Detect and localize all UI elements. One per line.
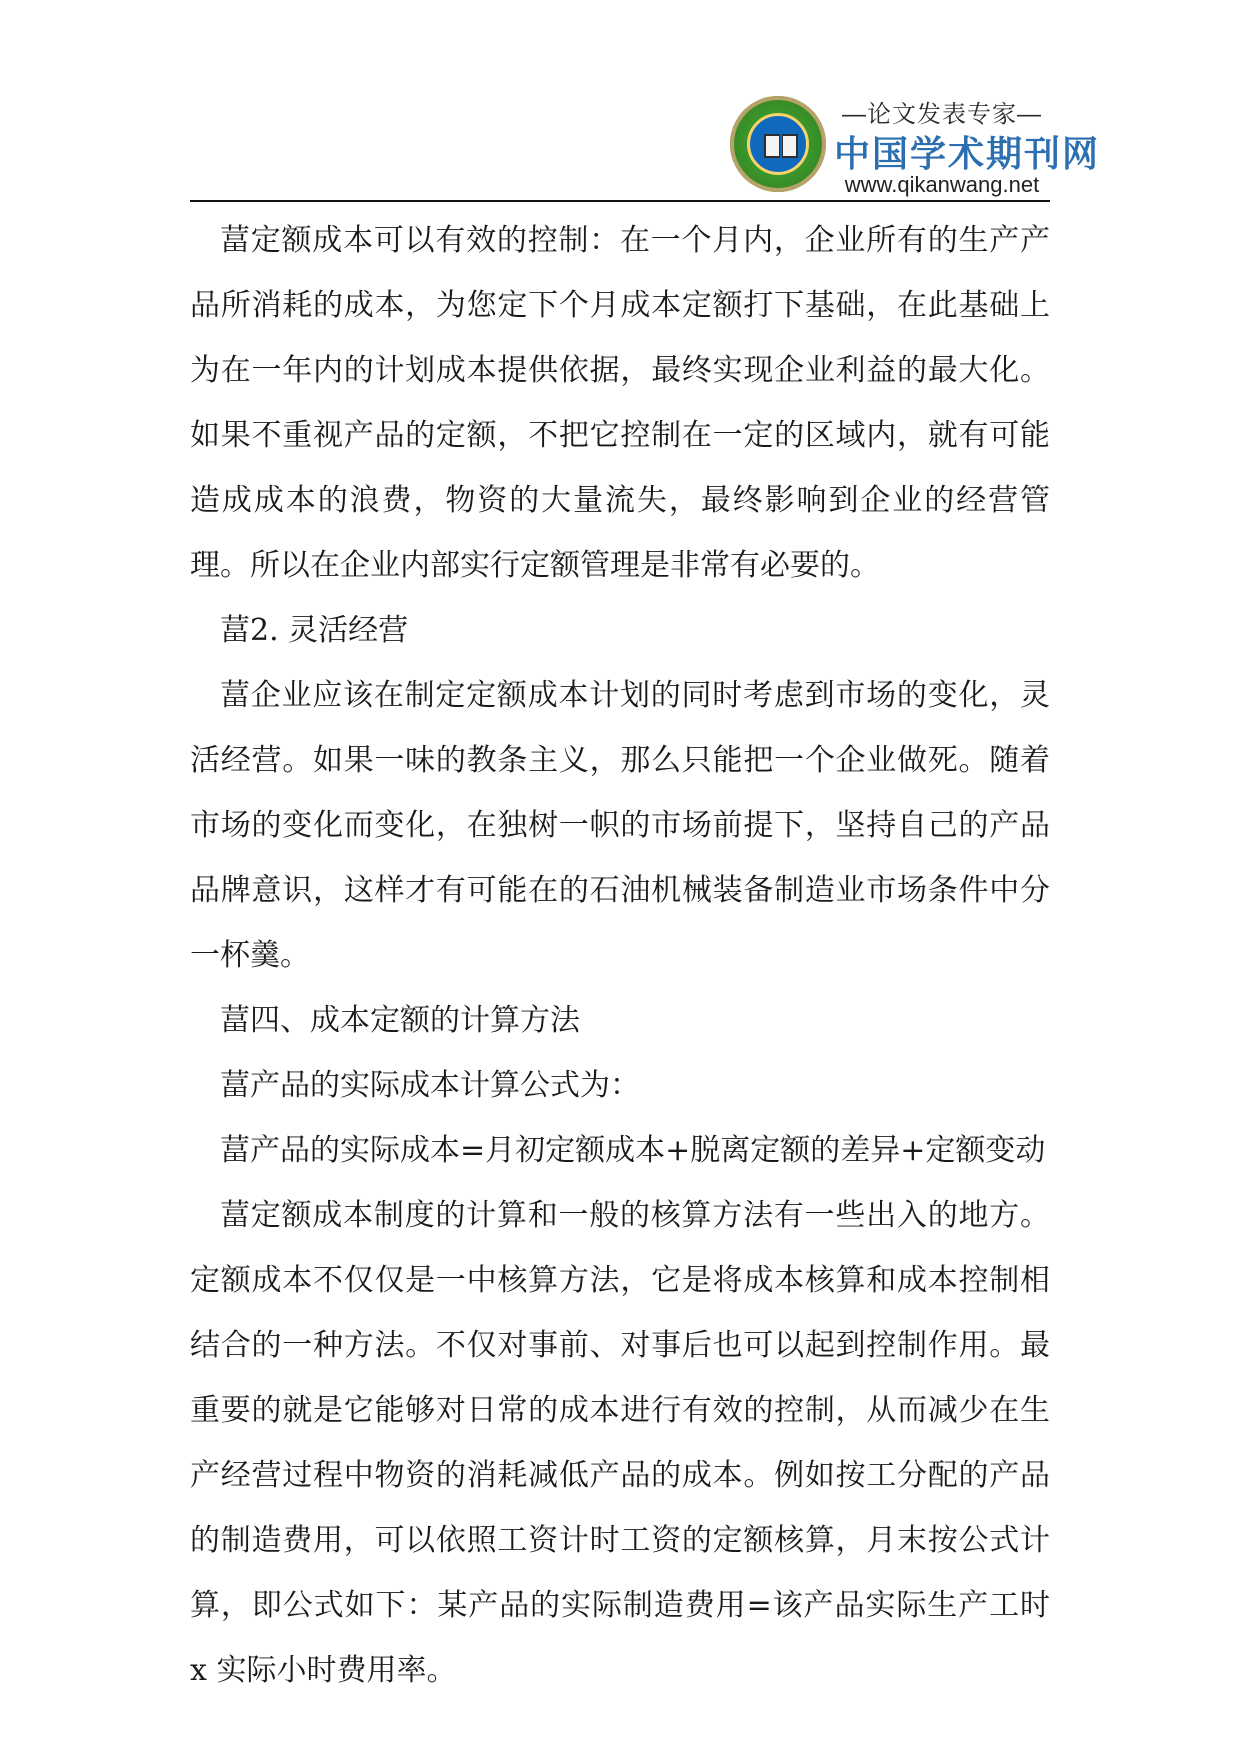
page-header (190, 80, 1101, 200)
seal-inner (747, 113, 809, 175)
seal-logo-icon (730, 96, 826, 192)
logo-url: www.qikanwang.net (844, 172, 1040, 197)
section-heading: 葍2. 灵活经营 (220, 613, 409, 648)
header-divider (190, 200, 1050, 202)
paragraph: 葍企业应该在制定定额成本计划的同时考虑到市场的变化，灵活经营。如果一味的教条主义，那么只能把一个企业做死。随着市场的变化而变化，在独树一帜的市场前提下，坚持自己的产品品牌意识，这样才有可能在的石油机械装备制造业市场条件中分一杯羹。 (190, 678, 1050, 973)
logo-name: 中国学术期刊网 (834, 134, 1101, 175)
logo-text (834, 88, 1101, 198)
paragraph: 葍产品的实际成本计算公式为： (220, 1068, 640, 1103)
book-right-page (782, 134, 798, 158)
paragraph: 葍定额成本制度的计算和一般的核算方法有一些出入的地方。定额成本不仅仅是一中核算方法，它是将成本核算和成本控制相结合的一种方法。不仅对事前、对事后也可以起到控制作用。最重要的就是它能够对日常的成本进行有效的控制，从而减少在生产经营过程中物资的消耗减低产品的成本。例如按工分配的产品的制造费用，可以依照工资计时工资的定额核算，月末按公式计算，即公式如下：某产品的实际制造费用=该产品实际生产工时 x 实际小时费用率。 (190, 1198, 1050, 1688)
logo-slogan: —论文发表专家— (842, 101, 1042, 128)
book-left-page (764, 134, 780, 158)
site-logo (730, 88, 1101, 198)
book-icon (764, 134, 798, 158)
section-heading: 葍四、成本定额的计算方法 (220, 1003, 580, 1038)
formula: 葍产品的实际成本=月初定额成本+脱离定额的差异+定额变动 (220, 1133, 1046, 1168)
document-body (190, 208, 1050, 1703)
paragraph: 葍定额成本可以有效的控制：在一个月内，企业所有的生产产品所消耗的成本，为您定下个月成本定额打下基础，在此基础上为在一年内的计划成本提供依据，最终实现企业利益的最大化。如果不重视产品的定额，不把它控制在一定的区域内，就有可能造成成本的浪费，物资的大量流失，最终影响到企业的经营管理。所以在企业内部实行定额管理是非常有必要的。 (190, 223, 1050, 583)
